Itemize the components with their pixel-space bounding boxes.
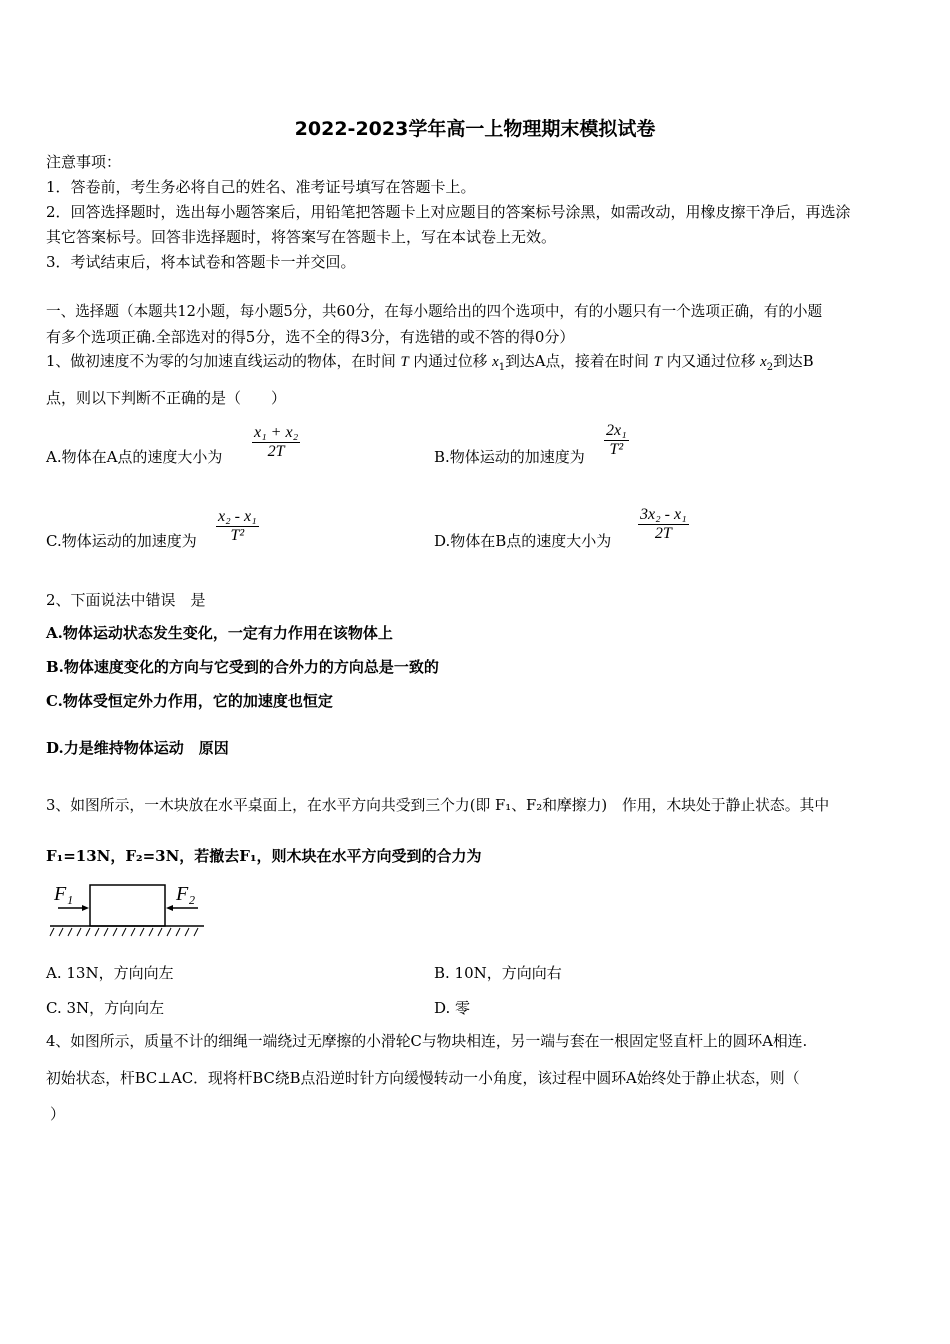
notice-item: 2．回答选择题时，选出每小题答案后，用铅笔把答题卡上对应题目的答案标号涂黑，如需改动，用橡皮擦干净后，再选涂 — [46, 203, 851, 221]
q1-stem: 1、做初速度不为零的匀加速直线运动的物体，在时间 T 内通过位移 $x_1$到达A点，接着在时间 T 内又通过位移 $x_2$到达B — [46, 353, 814, 373]
q2-option-c: C.物体受恒定外力作用，它的加速度也恒定 — [46, 692, 333, 710]
page-title: 2022-2023学年高一上物理期末模拟试卷 — [294, 118, 656, 140]
block-force-figure — [46, 876, 206, 940]
q3-option-b: B. 10N，方向向右 — [434, 964, 562, 982]
q3-option-d: D. 零 — [434, 999, 471, 1017]
q1-option-a-formula: $\frac{\text{x₁ + x₂}}{2T}$ — [254, 424, 299, 460]
notice-item: 1．答卷前，考生务必将自己的姓名、准考证号填写在答题卡上。 — [46, 178, 476, 196]
q1-option-a: A.物体在A点的速度大小为 — [46, 448, 223, 466]
notice-item: 3．考试结束后，将本试卷和答题卡一并交回。 — [46, 253, 356, 271]
q3-option-a: A. 13N，方向向左 — [46, 964, 174, 982]
q4-stem: 4、如图所示，质量不计的细绳一端绕过无摩擦的小滑轮C与物块相连，另一端与套在一根固定竖直杆上的圆环A相连. — [46, 1033, 808, 1050]
q1-option-c-formula: $\frac{\text{x₂ - x₁}}{\text{T²}}$ — [218, 508, 257, 544]
notice-item: 其它答案标号。回答非选择题时，将答案写在答题卡上，写在本试卷上无效。 — [46, 228, 557, 246]
f2-label: F₂ — [176, 883, 196, 905]
q2-stem: 2、下面说法中错误 是 — [46, 591, 206, 609]
q3-stem: 3、如图所示，一木块放在水平桌面上，在水平方向共受到三个力(即 F₁、F₂和摩擦力) 作用，木块处于静止状态。其中 — [46, 797, 830, 814]
q2-option-d: D.力是维持物体运动 原因 — [46, 739, 229, 757]
section-instructions: 有多个选项正确.全部选对的得5分，选不全的得3分，有选错的或不答的得0分） — [46, 328, 575, 346]
q1-option-d: D.物体在B点的速度大小为 — [434, 532, 612, 550]
section-instructions: 一、选择题（本题共12小题，每小题5分，共60分，在每小题给出的四个选项中，有的小题只有一个选项正确，有的小题 — [46, 303, 823, 320]
q1-option-b-formula: $\frac{\text{2x₁}}{\text{T²}}$ — [606, 422, 627, 458]
q2-option-a: A.物体运动状态发生变化，一定有力作用在该物体上 — [46, 624, 393, 642]
q3-stem-line2: F₁=13N，F₂=3N，若撤去F₁，则木块在水平方向受到的合力为 — [46, 847, 482, 865]
q1-option-b: B.物体运动的加速度为 — [434, 448, 585, 466]
q1-stem-line2: 点，则以下判断不正确的是（ ） — [46, 389, 287, 407]
q1-option-d-formula: $\frac{\text{3x₂ - x₁}}{2T}$ — [640, 506, 687, 542]
notice-heading: 注意事项： — [46, 153, 122, 171]
q4-stem: 初始状态，杆BC⊥AC．现将杆BC绕B点沿逆时针方向缓慢转动一小角度，该过程中圆环A始终处于静止状态，则（ — [46, 1070, 800, 1087]
q1-option-c: C.物体运动的加速度为 — [46, 532, 197, 550]
f1-label: F₁ — [54, 883, 74, 905]
q3-option-c: C. 3N，方向向左 — [46, 999, 165, 1017]
q4-stem: ） — [50, 1105, 66, 1123]
q2-option-b: B.物体速度变化的方向与它受到的合外力的方向总是一致的 — [46, 658, 439, 676]
